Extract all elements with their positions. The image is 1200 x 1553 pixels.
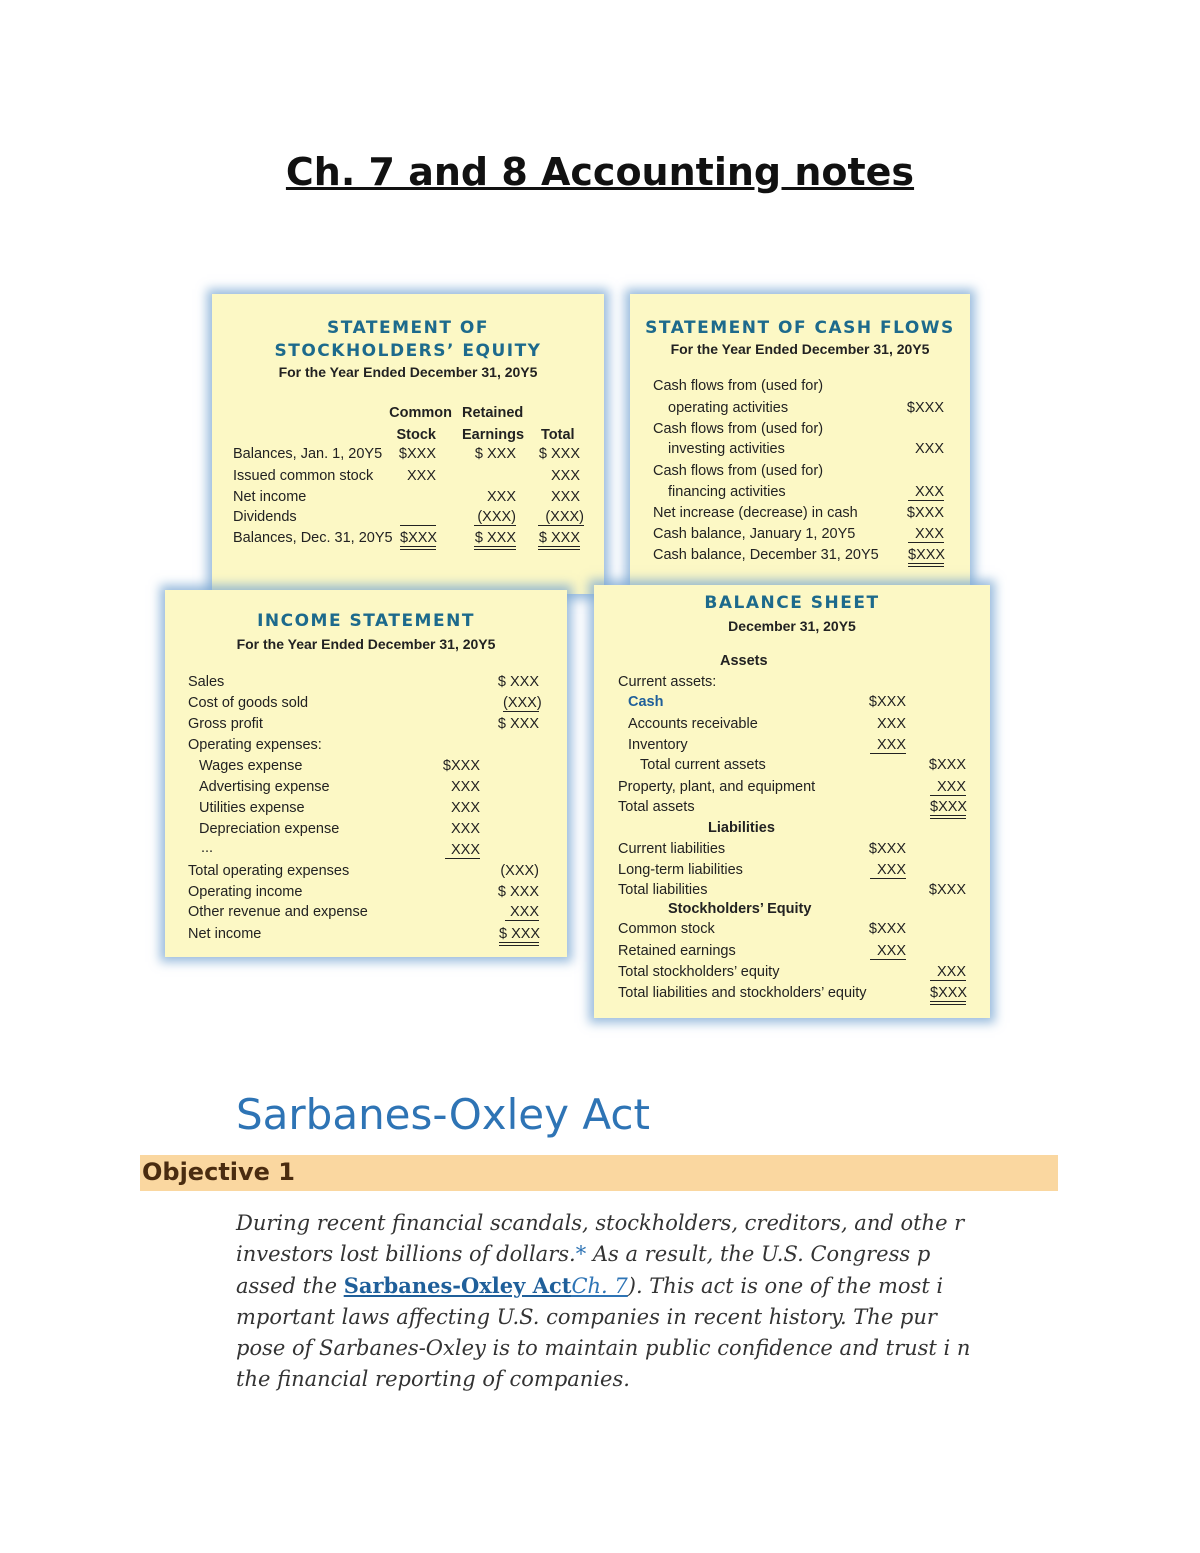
cashflow-row-label: Net increase (decrease) in cash: [653, 505, 858, 521]
balance-title: BALANCE SHEET: [704, 593, 880, 613]
cashflow-row-value: $XXX: [906, 400, 944, 416]
income-row-inner: $XXX: [442, 758, 480, 774]
col-common-1: Common: [389, 405, 452, 421]
income-row-outer: $ XXX: [499, 926, 539, 946]
balance-row-label: Current liabilities: [618, 841, 726, 857]
equity-row-total: (XXX): [538, 509, 584, 526]
cashflow-row-label: Cash flows from (used for): [653, 378, 824, 394]
section-heading: Sarbanes-Oxley Act: [236, 1090, 650, 1139]
col-retained-2: Earnings: [462, 427, 525, 443]
balance-row-label: Common stock: [618, 921, 715, 937]
balance-row-label: Property, plant, and equipment: [618, 779, 816, 795]
balance-row-label: Current assets:: [618, 674, 717, 690]
sarbanes-oxley-link[interactable]: Sarbanes-Oxley Act: [343, 1273, 572, 1298]
equity-row-retained: (XXX): [474, 509, 516, 526]
equity-row-retained: XXX: [486, 489, 516, 505]
balance-row-outer: $XXX: [930, 799, 966, 819]
objective-bar: [140, 1155, 1058, 1191]
income-row-inner: XXX: [450, 800, 480, 816]
cashflow-row-label: investing activities: [668, 441, 785, 457]
equity-row-label: Balances, Jan. 1, 20Y5: [233, 446, 383, 462]
balance-row-label: Inventory: [628, 737, 688, 753]
paragraph-text: During recent financial scandals, stockholders, creditors, and othe r investors lost billions of dollars.: [236, 1211, 965, 1266]
balance-sheet: [594, 585, 990, 1018]
income-row-outer: $ XXX: [497, 674, 539, 690]
equity-row-retained: $ XXX: [474, 530, 516, 550]
equity-row-common: XXX: [406, 468, 436, 484]
income-row-outer: $ XXX: [497, 716, 539, 732]
balance-row-outer: $XXX: [930, 985, 966, 1005]
cashflow-row-value: $XXX: [906, 505, 944, 521]
income-row-inner: XXX: [450, 779, 480, 795]
equity-blank-rule: [400, 525, 436, 526]
balance-row-label: Retained earnings: [618, 943, 736, 959]
equity-row-label: Dividends: [233, 509, 297, 525]
balance-row-inner: XXX: [870, 943, 906, 960]
income-row-outer: XXX: [505, 904, 539, 921]
assets-heading: Assets: [720, 653, 768, 669]
income-subtitle: For the Year Ended December 31, 20Y5: [236, 636, 496, 652]
income-row-label: Advertising expense: [199, 779, 330, 795]
objective-label: Objective 1: [142, 1158, 295, 1186]
cashflow-row-label: Cash balance, December 31, 20Y5: [653, 547, 879, 563]
stockholders-equity-statement: [212, 294, 604, 594]
balance-row-inner: XXX: [876, 716, 906, 732]
stockholders-equity-heading: Stockholders’ Equity: [668, 901, 812, 917]
balance-subtitle: December 31, 20Y5: [728, 618, 856, 634]
cashflow-row-value: XXX: [914, 441, 944, 457]
col-retained-1: Retained: [462, 405, 524, 421]
income-row-inner: XXX: [450, 821, 480, 837]
income-row-outer: (XXX): [500, 863, 539, 879]
cashflow-row-value: XXX: [908, 526, 944, 543]
balance-row-label: Total current assets: [640, 757, 766, 773]
cashflows-subtitle: For the Year Ended December 31, 20Y5: [670, 341, 930, 357]
income-row-label: Sales: [188, 674, 225, 690]
equity-row-common: $XXX: [400, 530, 436, 550]
paragraph-text: ). This act is one of the most i mportant laws affecting U.S. companies in recent history. The pur pose of Sarbanes-Oxley is to maintain public confidence and trust i n the financial reporting of companies.: [236, 1274, 971, 1391]
income-row-label: Utilities expense: [199, 800, 305, 816]
equity-title-line1: STATEMENT OF: [327, 318, 489, 338]
equity-row-label: Balances, Dec. 31, 20Y5: [233, 530, 393, 546]
income-row-outer: $ XXX: [497, 884, 539, 900]
equity-title-line2: STOCKHOLDERS’ EQUITY: [274, 341, 542, 361]
equity-row-total: XXX: [550, 489, 580, 505]
income-statement: [165, 590, 567, 957]
income-row-inner: XXX: [445, 842, 480, 859]
footnote-star[interactable]: *: [575, 1242, 587, 1266]
col-total: Total: [541, 427, 575, 443]
cashflow-row-label: financing activities: [668, 484, 786, 500]
balance-row-inner: $XXX: [868, 841, 906, 857]
col-common-2: Stock: [396, 427, 436, 443]
income-row-label: Gross profit: [188, 716, 263, 732]
equity-subtitle: For the Year Ended December 31, 20Y5: [278, 364, 538, 380]
equity-row-total: $ XXX: [538, 530, 580, 550]
liabilities-heading: Liabilities: [708, 820, 775, 836]
balance-row-outer: XXX: [930, 779, 966, 796]
paragraph-text: As a result, the U.S. Congress p assed the: [236, 1242, 931, 1298]
balance-row-label: Long-term liabilities: [618, 862, 743, 878]
balance-row-label: Total assets: [618, 799, 695, 815]
balance-row-inner: XXX: [870, 737, 906, 754]
cashflow-row-value: XXX: [908, 484, 944, 501]
income-row-outer: (XXX): [503, 695, 542, 711]
income-row-label: Cost of goods sold: [188, 695, 309, 711]
income-row-label: Depreciation expense: [199, 821, 340, 837]
income-title: INCOME STATEMENT: [257, 611, 475, 631]
cash-flows-statement: [630, 294, 970, 586]
equity-row-common: $XXX: [398, 446, 436, 462]
balance-row-label: Accounts receivable: [628, 716, 758, 732]
income-row-label: Other revenue and expense: [188, 904, 368, 920]
cashflow-row-label: operating activities: [668, 400, 789, 416]
balance-row-label: Total liabilities and stockholders’ equity: [618, 985, 867, 1001]
balance-row-outer: XXX: [930, 964, 966, 981]
equity-row-total: $ XXX: [538, 446, 580, 462]
cashflow-row-label: Cash balance, January 1, 20Y5: [653, 526, 856, 542]
income-row-label: ...: [201, 840, 214, 856]
balance-row-label: Total liabilities: [618, 882, 708, 898]
balance-row-label: Cash: [628, 694, 664, 710]
income-row-label: Operating expenses:: [188, 737, 322, 753]
equity-row-label: Issued common stock: [233, 468, 374, 484]
cashflows-title: STATEMENT OF CASH FLOWS: [645, 318, 955, 338]
body-paragraph: [236, 1208, 976, 1395]
equity-row-total: XXX: [550, 468, 580, 484]
income-row-label: Operating income: [188, 884, 303, 900]
balance-row-inner: $XXX: [868, 694, 906, 710]
balance-row-inner: $XXX: [868, 921, 906, 937]
balance-row-label: Total stockholders’ equity: [618, 964, 780, 980]
income-row-label: Wages expense: [199, 758, 303, 774]
income-row-label: Net income: [188, 926, 262, 942]
document-title: Ch. 7 and 8 Accounting notes: [285, 150, 915, 194]
income-row-label: Total operating expenses: [188, 863, 350, 879]
balance-row-outer: $XXX: [928, 882, 966, 898]
cashflow-row-value: $XXX: [908, 547, 944, 567]
cashflow-row-label: Cash flows from (used for): [653, 421, 824, 437]
cashflow-row-label: Cash flows from (used for): [653, 463, 824, 479]
balance-row-inner: XXX: [870, 862, 906, 879]
balance-row-outer: $XXX: [928, 757, 966, 773]
equity-row-retained: $ XXX: [474, 446, 516, 462]
chapter-reference-link[interactable]: Ch. 7: [571, 1274, 628, 1298]
equity-row-label: Net income: [233, 489, 307, 505]
